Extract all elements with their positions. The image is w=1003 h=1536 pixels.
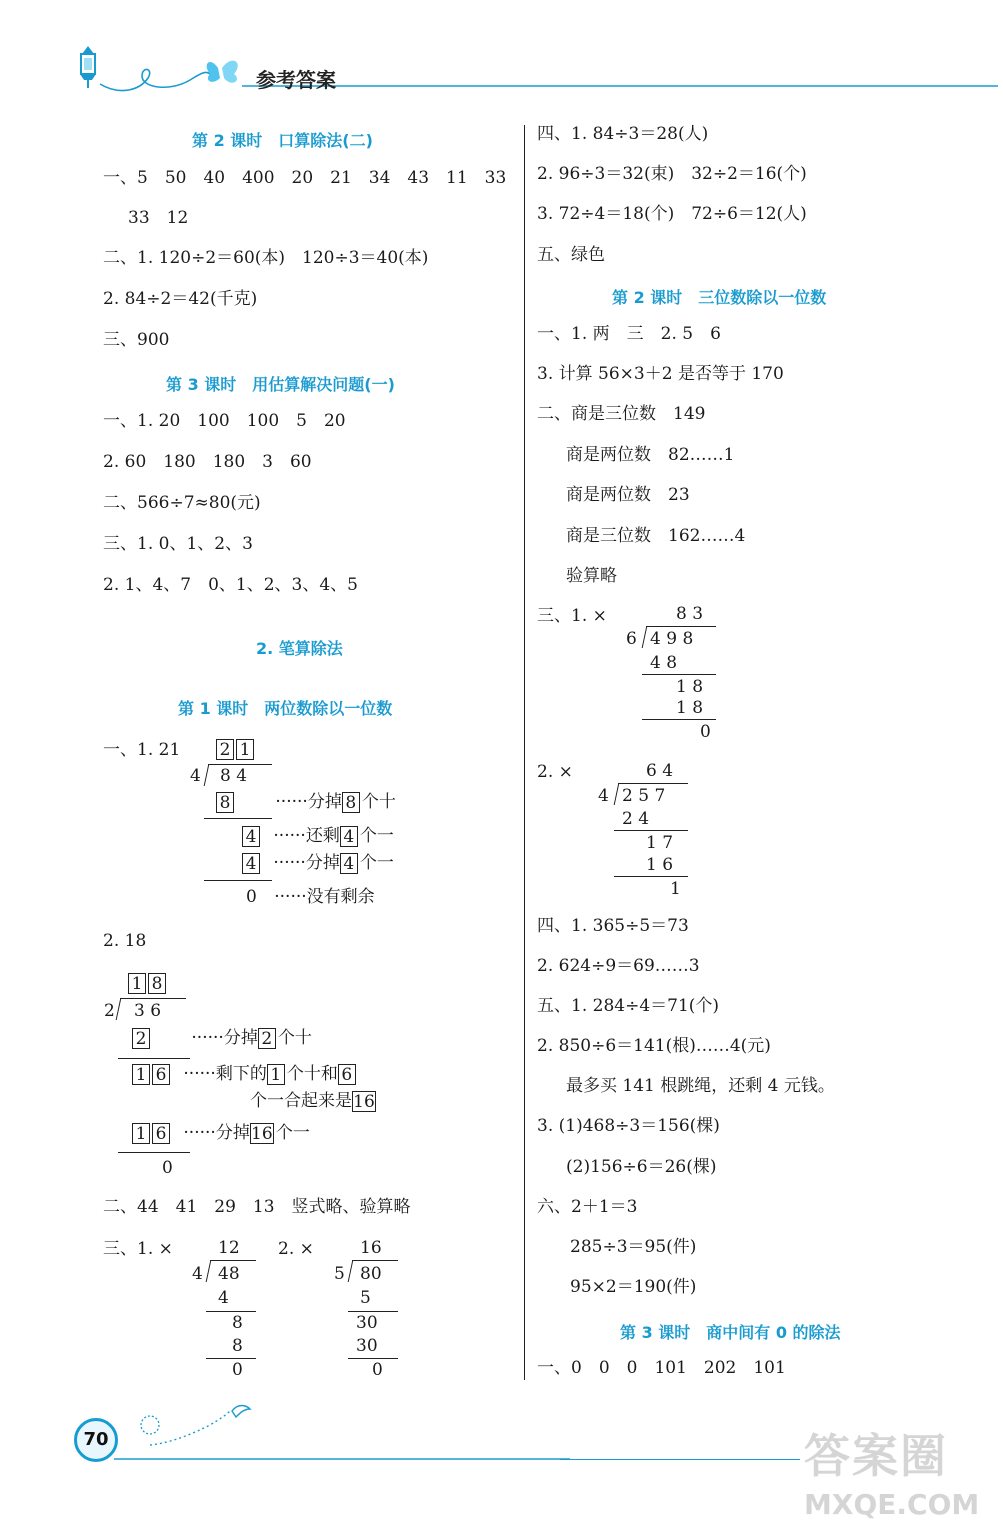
step-text: ······分掉 xyxy=(183,1123,250,1143)
answer-box: 1 xyxy=(132,1123,150,1144)
answer-line: 一、0 0 0 101 202 101 xyxy=(537,1358,786,1378)
page-number-badge xyxy=(74,1418,118,1462)
partial-product: 8 xyxy=(232,1336,243,1356)
partial-dividend: 1 7 xyxy=(646,833,674,853)
section-heading: 第 1 课时 两位数除以一位数 xyxy=(178,699,393,718)
answer-line: 二、1. 120÷2＝60(本) 120÷3＝40(本) xyxy=(103,248,429,268)
answer-line: 最多买 141 根跳绳，还剩 4 元钱。 xyxy=(566,1076,835,1096)
footer-decoration xyxy=(70,1395,570,1465)
section-heading: 第 2 课时 三位数除以一位数 xyxy=(612,288,827,307)
butterfly-icon xyxy=(207,61,238,83)
answer-box: 1 xyxy=(128,973,146,994)
divisor: 2 xyxy=(104,1001,115,1021)
answer-line: 2. 850÷6＝141(根)……4(元) xyxy=(537,1036,771,1056)
step xyxy=(132,1028,312,1049)
dividend: 8 4 xyxy=(220,766,248,786)
remainder: 0 xyxy=(700,722,711,742)
answer-box: 2 xyxy=(258,1028,276,1049)
answer-box: 6 xyxy=(152,1064,170,1085)
answer-line: 3. 72÷4＝18(个) 72÷6＝12(人) xyxy=(537,204,807,224)
partial-product: 1 6 xyxy=(646,855,674,875)
answer-label: 2. 18 xyxy=(103,931,147,951)
answer-line: 一、1. 20 100 100 5 20 xyxy=(103,411,346,431)
answer-line: 验算略 xyxy=(566,566,617,586)
answer-line: 三、900 xyxy=(103,330,170,350)
answer-line: 33 12 xyxy=(128,208,189,228)
divisor: 4 xyxy=(598,786,609,806)
answer-line: 商是两位数 82……1 xyxy=(566,445,735,465)
answer-label: 2. × xyxy=(537,762,573,782)
step-text: 个十和 xyxy=(286,1064,338,1084)
step xyxy=(246,887,375,907)
divisor: 6 xyxy=(626,629,637,649)
quotient xyxy=(128,973,168,994)
step-text: 个十 xyxy=(361,792,396,812)
step xyxy=(242,853,394,874)
answer-line: 五、1. 284÷4＝71(个) xyxy=(537,996,720,1016)
partial-product: 1 8 xyxy=(676,698,704,718)
remainder: 0 xyxy=(162,1158,173,1178)
watermark-url: MXQE.COM xyxy=(804,1488,980,1521)
answer-line: 五、绿色 xyxy=(537,245,605,265)
step xyxy=(242,826,394,847)
partial-dividend: 30 xyxy=(356,1313,378,1333)
quotient xyxy=(216,739,256,760)
partial-product: 5 xyxy=(360,1288,371,1308)
answer-box: 2 xyxy=(216,739,234,760)
header-decoration xyxy=(70,40,1000,100)
answer-box: 2 xyxy=(132,1028,150,1049)
partial-product: 4 8 xyxy=(650,653,678,673)
step-text: 个一合起来是 xyxy=(250,1091,352,1111)
answer-box: 16 xyxy=(353,1092,375,1112)
answer-line: 2. 96÷3＝32(束) 32÷2＝16(个) xyxy=(537,164,807,184)
step-text: 个一 xyxy=(359,853,394,873)
page-number: 70 xyxy=(83,1429,109,1450)
answer-box: 1 xyxy=(132,1064,150,1085)
answer-label: 三、1. × xyxy=(103,1239,173,1259)
step-text: ······分掉 xyxy=(275,792,342,812)
quotient: 12 xyxy=(218,1238,240,1258)
section-heading: 第 2 课时 口算除法(二) xyxy=(192,131,373,150)
quotient: 8 3 xyxy=(676,604,704,624)
column-divider xyxy=(524,125,525,1380)
step xyxy=(132,1064,358,1085)
answer-box: 6 xyxy=(152,1123,170,1144)
step xyxy=(250,1091,378,1112)
partial-dividend: 8 xyxy=(232,1313,243,1333)
answer-line: 二、44 41 29 13 竖式略、验算略 xyxy=(103,1197,411,1217)
partial-product: 30 xyxy=(356,1336,378,1356)
divisor: 4 xyxy=(192,1264,203,1284)
remainder: 1 xyxy=(670,879,681,899)
quotient: 16 xyxy=(360,1238,382,1258)
answer-box: 16 xyxy=(251,1124,273,1144)
partial-product: 4 xyxy=(218,1288,229,1308)
answer-line: 2. 84÷2＝42(千克) xyxy=(103,289,258,309)
chapter-heading: 2. 笔算除法 xyxy=(256,639,343,658)
answer-line: 三、1. 0、1、2、3 xyxy=(103,534,253,554)
answer-box: 4 xyxy=(340,826,358,847)
answer-line: 2. 1、4、7 0、1、2、3、4、5 xyxy=(103,575,358,595)
step-text: 个十 xyxy=(277,1028,312,1048)
step-text: 个一 xyxy=(275,1123,310,1143)
answer-box: 1 xyxy=(236,739,254,760)
dividend: 3 6 xyxy=(134,1001,162,1021)
answer-line: 商是两位数 23 xyxy=(566,485,690,505)
answer-box: 4 xyxy=(340,853,358,874)
dividend: 80 xyxy=(360,1264,382,1284)
section-heading: 第 3 课时 商中间有 0 的除法 xyxy=(620,1323,841,1342)
section-heading: 第 3 课时 用估算解决问题(一) xyxy=(166,375,395,394)
dividend: 48 xyxy=(218,1264,240,1284)
answer-line: 一、5 50 40 400 20 21 34 43 11 33 xyxy=(103,168,507,188)
answer-line: 商是三位数 162……4 xyxy=(566,526,746,546)
answer-line: 3. (1)468÷3＝156(棵) xyxy=(537,1116,720,1136)
step xyxy=(216,792,396,813)
step-text: 个一 xyxy=(359,826,394,846)
partial-product: 2 4 xyxy=(622,809,650,829)
answer-label: 三、1. × xyxy=(537,606,607,626)
answer-line: (2)156÷6＝26(棵) xyxy=(566,1157,717,1177)
quotient: 6 4 xyxy=(646,761,674,781)
answer-box: 6 xyxy=(338,1064,356,1085)
answer-box: 4 xyxy=(242,826,260,847)
step-text: ······没有剩余 xyxy=(274,887,375,907)
watermark-text: 答案圈 xyxy=(804,1429,948,1483)
page-header-title: 参考答案 xyxy=(256,68,336,92)
step-text: ······还剩 xyxy=(273,826,340,846)
answer-box: 8 xyxy=(148,973,166,994)
step-text: ······分掉 xyxy=(273,853,340,873)
partial-dividend: 1 8 xyxy=(676,677,704,697)
step xyxy=(132,1123,310,1144)
divisor: 4 xyxy=(190,766,201,786)
answer-box: 1 xyxy=(267,1064,285,1085)
step-text: ······分掉 xyxy=(191,1028,258,1048)
answer-line: 二、566÷7≈80(元) xyxy=(103,493,261,513)
answer-box: 8 xyxy=(342,792,360,813)
remainder: 0 xyxy=(246,887,257,907)
dividend: 4 9 8 xyxy=(650,629,694,649)
answer-line: 一、1. 两 三 2. 5 6 xyxy=(537,324,721,344)
answer-line: 3. 计算 56×3＋2 是否等于 170 xyxy=(537,364,784,384)
answer-line: 2. 60 180 180 3 60 xyxy=(103,452,312,472)
dividend: 2 5 7 xyxy=(622,786,666,806)
bird-icon xyxy=(232,1406,250,1418)
answer-line: 六、2＋1＝3 xyxy=(537,1197,638,1217)
answer-box: 8 xyxy=(216,792,234,813)
answer-line: 二、商是三位数 149 xyxy=(537,404,706,424)
divisor: 5 xyxy=(334,1264,345,1284)
step-text: ······剩下的 xyxy=(183,1064,267,1084)
answer-box: 4 xyxy=(242,853,260,874)
lantern-icon xyxy=(80,46,96,88)
remainder: 0 xyxy=(232,1360,243,1380)
answer-label: 一、1. 21 xyxy=(103,740,181,760)
answer-line: 四、1. 84÷3＝28(人) xyxy=(537,124,709,144)
answer-label: 2. × xyxy=(278,1239,314,1259)
answer-line: 95×2＝190(件) xyxy=(570,1277,697,1297)
answer-line: 285÷3＝95(件) xyxy=(570,1237,697,1257)
answer-line: 2. 624÷9＝69……3 xyxy=(537,956,700,976)
remainder: 0 xyxy=(372,1360,383,1380)
answer-line: 四、1. 365÷5＝73 xyxy=(537,916,689,936)
watermark-logo xyxy=(804,1420,1000,1530)
